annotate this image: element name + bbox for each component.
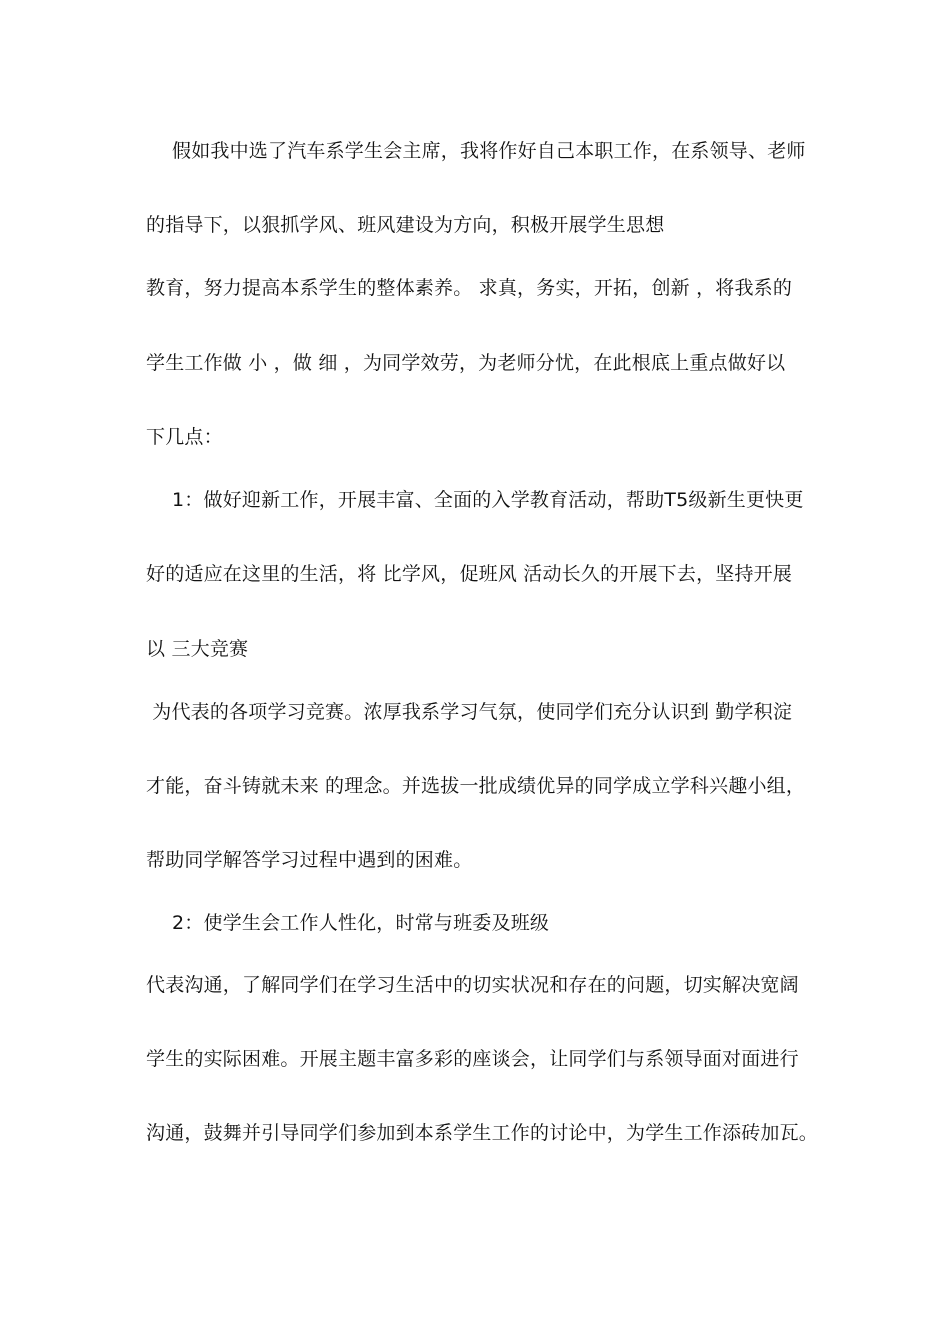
paragraph-line-2: 的指导下，以狠抓学风、班风建设为方向，积极开展学生思想 xyxy=(146,214,665,236)
paragraph-line-4: 学生工作做 小 ，做 细 ，为同学效劳，为老师分忧，在此根底上重点做好以 xyxy=(146,352,786,374)
list-item-1-line-3: 以 三大竞赛 xyxy=(146,638,249,660)
paragraph-line-3: 教育，努力提高本系学生的整体素养。 求真，务实，开拓，创新 ，将我系的 xyxy=(146,277,793,299)
list-item-1-line-4: 为代表的各项学习竞赛。浓厚我系学习气氛，使同学们充分认识到 勤学积淀 xyxy=(146,701,793,723)
list-item-1-line-2: 好的适应在这里的生活，将 比学风，促班风 活动长久的开展下去，坚持开展 xyxy=(146,563,793,585)
list-item-1-line-5: 才能，奋斗铸就未来 的理念。并选拔一批成绩优异的同学成立学科兴趣小组， xyxy=(146,775,806,797)
list-item-1-line-6: 帮助同学解答学习过程中遇到的困难。 xyxy=(146,849,473,871)
list-item-2-line-2: 代表沟通，了解同学们在学习生活中的切实状况和存在的问题，切实解决宽阔 xyxy=(146,974,799,996)
paragraph-line-1: 假如我中选了汽车系学生会主席，我将作好自己本职工作，在系领导、老师 xyxy=(172,140,806,162)
list-item-2-line-3: 学生的实际困难。开展主题丰富多彩的座谈会，让同学们与系领导面对面进行 xyxy=(146,1048,799,1070)
list-item-1-line-1: 1：做好迎新工作，开展丰富、全面的入学教育活动，帮助T5级新生更快更 xyxy=(172,489,804,511)
list-item-2-line-4: 沟通，鼓舞并引导同学们参加到本系学生工作的讨论中，为学生工作添砖加瓦。 xyxy=(146,1122,819,1144)
list-item-2-line-1: 2：使学生会工作人性化，时常与班委及班级 xyxy=(172,912,550,934)
paragraph-line-5: 下几点： xyxy=(146,426,223,448)
